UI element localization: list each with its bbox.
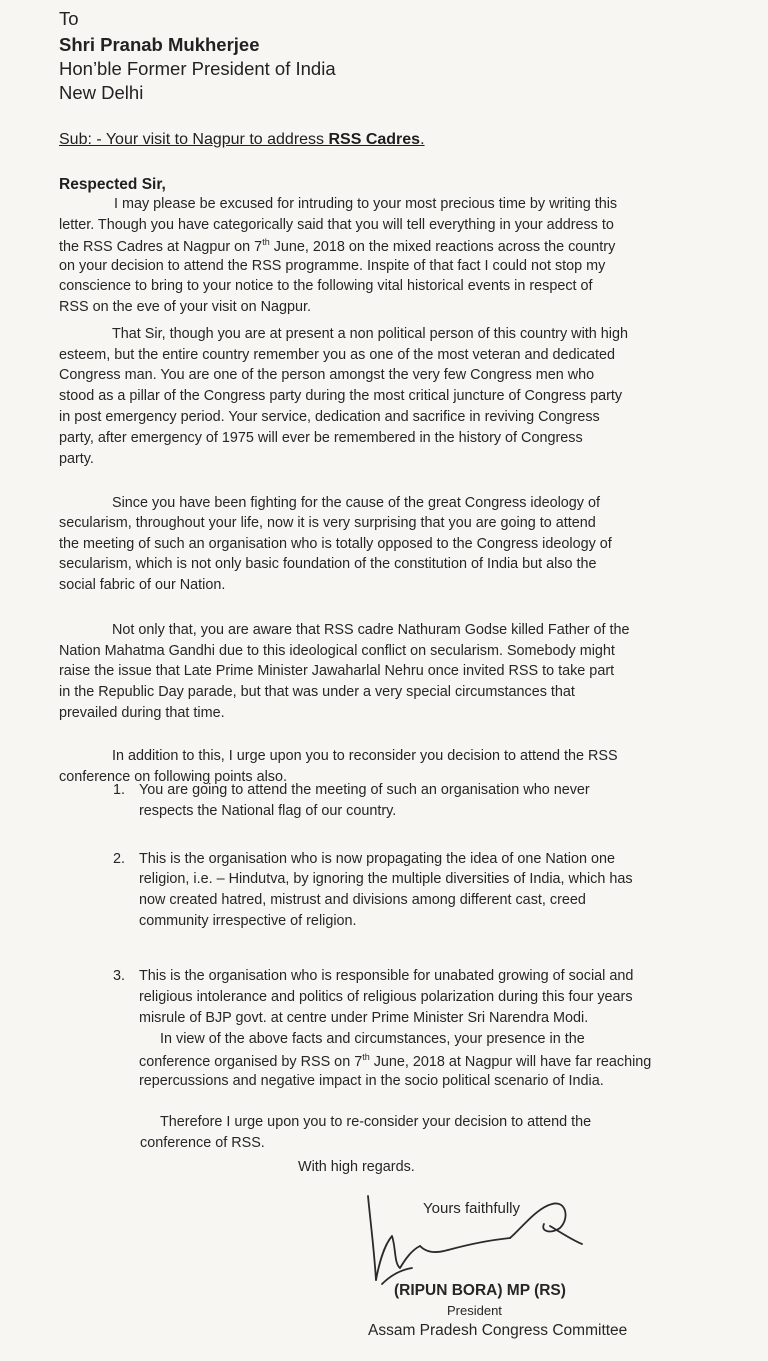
body-line: raise the issue that Late Prime Minister Jawaharlal Nehru once invited RSS to take part bbox=[59, 663, 615, 679]
body-line: In view of the above facts and circumstances, your presence in the bbox=[160, 1031, 585, 1047]
body-line: party, after emergency of 1975 will ever be remembered in the history of Congress bbox=[59, 430, 583, 446]
subject-line: Sub: - Your visit to Nagpur to address RSS Cadres. bbox=[59, 131, 425, 148]
body-line: Nation Mahatma Gandhi due to this ideological conflict on secularism. Somebody might bbox=[59, 643, 615, 659]
body-line: Therefore I urge upon you to re-consider your decision to attend the bbox=[160, 1114, 592, 1130]
body-line: conscience to bring to your notice to the following vital historical events in respect of bbox=[59, 278, 593, 294]
body-line: secularism, which is not only basic foundation of the constitution of India but also the bbox=[59, 556, 597, 572]
body-line: Not only that, you are aware that RSS cadre Nathuram Godse killed Father of the bbox=[112, 622, 630, 638]
recipient-name: Shri Pranab Mukherjee bbox=[59, 34, 260, 55]
body-line: You are going to attend the meeting of such an organisation who never bbox=[139, 782, 590, 798]
list-number-2: 2. bbox=[113, 851, 126, 867]
body-line: RSS on the eve of your visit on Nagpur. bbox=[59, 299, 311, 315]
list-number-3: 3. bbox=[113, 968, 126, 984]
signatory-organisation: Assam Pradesh Congress Committee bbox=[368, 1322, 628, 1339]
body-line: letter. Though you have categorically said that you will tell everything in your address to bbox=[59, 217, 614, 233]
body-line: religion, i.e. – Hindutva, by ignoring the multiple diversities of India, which has bbox=[139, 871, 633, 887]
body-line: party. bbox=[59, 451, 94, 467]
to-label: To bbox=[59, 8, 79, 29]
body-line: repercussions and negative impact in the socio political scenario of India. bbox=[139, 1073, 604, 1089]
body-line: esteem, but the entire country remember you as one of the most veteran and dedicated bbox=[59, 347, 615, 363]
body-line: secularism, throughout your life, now it is very surprising that you are going to attend bbox=[59, 515, 596, 531]
body-line: conference of RSS. bbox=[140, 1135, 265, 1151]
recipient-city: New Delhi bbox=[59, 82, 144, 103]
body-line: in the Republic Day parade, but that was under a very special circumstances that bbox=[59, 684, 575, 700]
body-line: Congress man. You are one of the person amongst the very few Congress men who bbox=[59, 367, 595, 383]
body-line: This is the organisation who is responsible for unabated growing of social and bbox=[139, 968, 634, 984]
body-line: conference on following points also. bbox=[59, 769, 287, 785]
body-line: religious intolerance and politics of religious polarization during this four years bbox=[139, 989, 633, 1005]
body-line: That Sir, though you are at present a non political person of this country with high bbox=[112, 326, 628, 342]
list-number-1: 1. bbox=[113, 782, 126, 798]
body-line: the RSS Cadres at Nagpur on 7th June, 2018 on the mixed reactions across the country bbox=[59, 237, 616, 255]
body-line: community irrespective of religion. bbox=[139, 913, 357, 929]
body-line: prevailed during that time. bbox=[59, 705, 225, 721]
signatory-post: President bbox=[447, 1303, 502, 1318]
closing: Yours faithfully bbox=[423, 1200, 521, 1217]
signatory-name: (RIPUN BORA) MP (RS) bbox=[394, 1282, 566, 1299]
body-line: the meeting of such an organisation who is totally opposed to the Congress ideology of bbox=[59, 536, 612, 552]
body-line: social fabric of our Nation. bbox=[59, 577, 226, 593]
body-line: now created hatred, mistrust and divisions among different cast, creed bbox=[139, 892, 586, 908]
body-line: I may please be excused for intruding to your most precious time by writing this bbox=[114, 196, 618, 212]
body-line: This is the organisation who is now propagating the idea of one Nation one bbox=[139, 851, 616, 867]
recipient-title: Hon’ble Former President of India bbox=[59, 58, 336, 79]
body-line: respects the National flag of our country. bbox=[139, 803, 397, 819]
salutation: Respected Sir, bbox=[59, 176, 166, 193]
body-line: misrule of BJP govt. at centre under Prime Minister Sri Narendra Modi. bbox=[139, 1010, 589, 1026]
body-line: in post emergency period. Your service, dedication and sacrifice in reviving Congress bbox=[59, 409, 600, 425]
body-line: Since you have been fighting for the cause of the great Congress ideology of bbox=[112, 495, 601, 511]
body-line: on your decision to attend the RSS programme. Inspite of that fact I could not stop my bbox=[59, 258, 606, 274]
body-line: conference organised by RSS on 7th June, 2018 at Nagpur will have far reaching bbox=[139, 1052, 652, 1070]
body-line: With high regards. bbox=[298, 1159, 415, 1175]
body-line: stood as a pillar of the Congress party during the most critical juncture of Congress party bbox=[59, 388, 623, 404]
body-line: In addition to this, I urge upon you to reconsider you decision to attend the RSS bbox=[112, 748, 618, 764]
